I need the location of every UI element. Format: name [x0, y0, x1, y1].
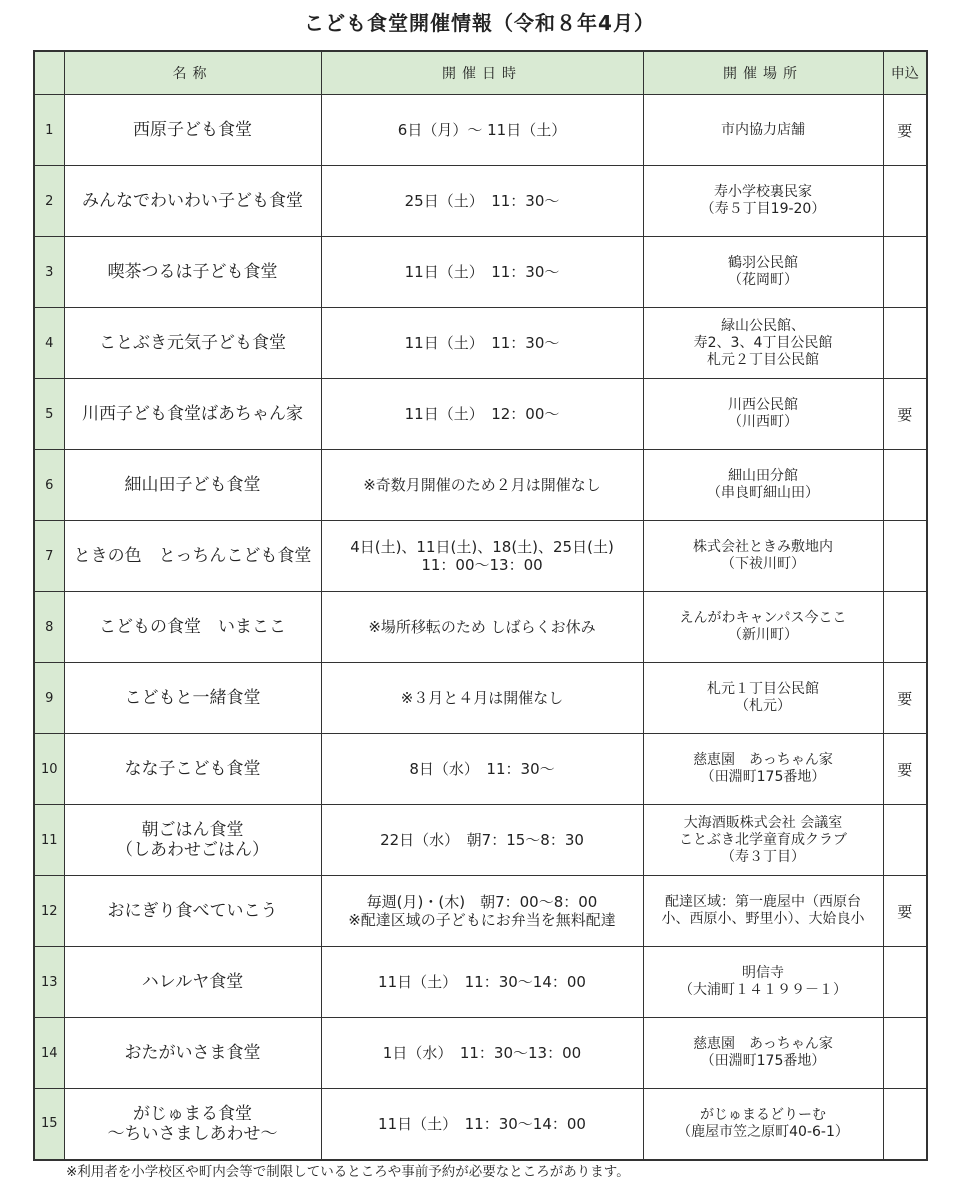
event-place-line: （田淵町175番地）: [700, 1053, 826, 1069]
cafeteria-name-line: ハレルヤ食堂: [141, 972, 244, 992]
event-datetime: [321, 521, 643, 592]
event-datetime: [321, 308, 643, 379]
application-required: [883, 947, 927, 1018]
event-place-line: （寿３丁目）: [721, 848, 805, 865]
event-place: [643, 521, 883, 592]
row-number: 9: [34, 663, 64, 734]
cafeteria-name-line: おにぎり食べていこう: [107, 901, 278, 921]
row-number: 5: [34, 379, 64, 450]
cafeteria-name-line: 細山田子ども食堂: [124, 475, 261, 495]
cafeteria-name: [64, 663, 321, 734]
cafeteria-name-line: ときの色 とっちんこども食堂: [73, 546, 312, 566]
event-place-line: 慈恵園 あっちゃん家: [693, 1036, 833, 1052]
header-number: [34, 51, 64, 95]
cafeteria-name-line: こどもと一緒食堂: [124, 688, 261, 708]
table-row: [34, 663, 927, 734]
event-datetime: [321, 1018, 643, 1089]
event-place: [643, 592, 883, 663]
cafeteria-name: [64, 734, 321, 805]
event-place-line: 細山田分館: [728, 468, 798, 484]
application-required: 要: [883, 663, 927, 734]
application-required: 要: [883, 379, 927, 450]
event-place-line: 川西公民館: [728, 397, 798, 413]
event-datetime: [321, 379, 643, 450]
schedule-table: [33, 50, 928, 1161]
application-required: [883, 166, 927, 237]
cafeteria-name: [64, 95, 321, 166]
application-required: [883, 450, 927, 521]
application-required: [883, 237, 927, 308]
cafeteria-name: [64, 308, 321, 379]
event-datetime-line: 25日（土） 11：30～: [404, 192, 560, 210]
application-required: 要: [883, 95, 927, 166]
event-place-line: 寿小学校裏民家: [714, 184, 812, 200]
cafeteria-name-line: おたがいさま食堂: [124, 1043, 261, 1063]
cafeteria-name-line: こどもの食堂 いまここ: [99, 617, 286, 637]
row-number: 1: [34, 95, 64, 166]
cafeteria-name-line: みんなでわいわい子ども食堂: [82, 191, 303, 211]
table-row: [34, 450, 927, 521]
table-row: [34, 876, 927, 947]
event-place-line: 緑山公民館、: [721, 317, 805, 334]
event-place-line: 配達区域：第一鹿屋中（西原台: [665, 894, 861, 910]
event-place: [643, 308, 883, 379]
event-place: [643, 1089, 883, 1160]
row-number: 8: [34, 592, 64, 663]
table-row: [34, 308, 927, 379]
event-place-line: 鶴羽公民館: [728, 255, 798, 271]
table-body: [34, 95, 927, 1160]
event-place-line: （田淵町175番地）: [700, 769, 826, 785]
table-row: [34, 805, 927, 876]
event-datetime-line: 11日（土） 11：30～: [404, 263, 560, 281]
event-place-line: ことぶき北学童育成クラブ: [679, 831, 847, 848]
cafeteria-name: [64, 592, 321, 663]
table-row: [34, 592, 927, 663]
event-place: [643, 947, 883, 1018]
table-row: [34, 947, 927, 1018]
cafeteria-name: [64, 1089, 321, 1160]
cafeteria-name-line: なな子こども食堂: [124, 759, 261, 779]
event-datetime-line: ※配達区域の子どもにお弁当を無料配達: [348, 911, 616, 929]
footnote: ※利用者を小学校区や町内会等で制限しているところや事前予約が必要なところがあります。: [66, 1164, 630, 1180]
application-required: [883, 521, 927, 592]
table-row: [34, 521, 927, 592]
cafeteria-name: [64, 521, 321, 592]
event-datetime: [321, 450, 643, 521]
event-place-line: （新川町）: [728, 627, 798, 643]
cafeteria-name: [64, 237, 321, 308]
event-place: [643, 663, 883, 734]
event-place-line: （川西町）: [728, 414, 798, 430]
event-place-line: （下祓川町）: [721, 556, 805, 572]
event-datetime-line: 8日（水） 11：30～: [409, 760, 555, 778]
event-place-line: 株式会社ときみ敷地内: [693, 539, 833, 555]
event-place-line: 小、西原小、野里小）、大姶良小: [661, 911, 865, 927]
event-place-line: 市内協力店舗: [721, 121, 805, 138]
event-datetime: [321, 1089, 643, 1160]
event-place-line: （鹿屋市笠之原町40-6-1）: [677, 1123, 849, 1140]
event-datetime: [321, 592, 643, 663]
cafeteria-name-line: ～ちいさましあわせ～: [107, 1123, 278, 1144]
cafeteria-name-line: 川西子ども食堂ばあちゃん家: [82, 404, 303, 424]
cafeteria-name: [64, 166, 321, 237]
row-number: 7: [34, 521, 64, 592]
row-number: 10: [34, 734, 64, 805]
event-place: [643, 876, 883, 947]
event-place-line: 寿2、3、4丁目公民館: [693, 334, 833, 351]
event-place: [643, 166, 883, 237]
event-datetime: [321, 876, 643, 947]
event-datetime-line: 11日（土） 11：30～14：00: [378, 973, 586, 991]
row-number: 3: [34, 237, 64, 308]
cafeteria-name: [64, 450, 321, 521]
event-datetime: [321, 237, 643, 308]
cafeteria-name: [64, 379, 321, 450]
event-place-line: 大海酒販株式会社 会議室: [683, 814, 843, 831]
page-title: こども食堂開催情報（令和８年4月）: [304, 11, 655, 35]
event-place: [643, 450, 883, 521]
header-name: 名称: [64, 51, 321, 95]
application-required: [883, 805, 927, 876]
event-datetime-line: 11日（土） 12：00～: [404, 405, 560, 423]
event-datetime-line: 11日（土） 11：30～14：00: [378, 1114, 586, 1133]
cafeteria-name: [64, 947, 321, 1018]
event-datetime: [321, 947, 643, 1018]
event-datetime-line: 4日(土)、11日(土)、18(土)、25日(土): [350, 538, 614, 556]
event-place-line: （花岡町）: [728, 272, 798, 288]
event-place-line: （札元）: [735, 698, 791, 714]
event-place-line: がじゅまるどりーむ: [700, 1106, 826, 1123]
row-number: 2: [34, 166, 64, 237]
event-place-line: 札元２丁目公民館: [707, 351, 819, 368]
cafeteria-name-line: 朝ごはん食堂: [141, 820, 244, 840]
event-datetime: [321, 166, 643, 237]
event-place-line: 札元１丁目公民館: [707, 681, 819, 697]
event-datetime-line: ※３月と４月は開催なし: [400, 689, 564, 707]
row-number: 6: [34, 450, 64, 521]
event-place-line: えんがわキャンパス今ここ: [679, 610, 847, 626]
application-required: [883, 592, 927, 663]
row-number: 13: [34, 947, 64, 1018]
header-place: 開催場所: [643, 51, 883, 95]
event-place-line: （大浦町１４１９９－１）: [679, 982, 847, 998]
event-place: [643, 734, 883, 805]
event-datetime: [321, 734, 643, 805]
table-row: [34, 1089, 927, 1160]
table-row: [34, 95, 927, 166]
header-apply: 申込: [883, 51, 927, 95]
application-required: [883, 1089, 927, 1160]
event-datetime-line: 1日（水） 11：30～13：00: [382, 1044, 582, 1062]
cafeteria-name-line: ことぶき元気子ども食堂: [99, 333, 286, 353]
event-place: [643, 237, 883, 308]
header-datetime: 開催日時: [321, 51, 643, 95]
event-datetime-line: 毎週(月)・(木) 朝7：00～8：00: [366, 893, 598, 911]
event-place-line: 慈恵園 あっちゃん家: [693, 752, 833, 768]
table-row: [34, 1018, 927, 1089]
table-row: [34, 379, 927, 450]
application-required: 要: [883, 734, 927, 805]
cafeteria-name-line: がじゅまる食堂: [133, 1103, 252, 1124]
application-required: [883, 308, 927, 379]
row-number: 14: [34, 1018, 64, 1089]
event-place: [643, 1018, 883, 1089]
cafeteria-name: [64, 805, 321, 876]
row-number: 11: [34, 805, 64, 876]
event-datetime-line: 22日（水） 朝7：15～8：30: [380, 831, 584, 849]
event-datetime-line: 6日（月）～ 11日（土）: [397, 121, 567, 139]
application-required: [883, 1018, 927, 1089]
event-place: [643, 379, 883, 450]
event-datetime: [321, 805, 643, 876]
event-datetime: [321, 95, 643, 166]
cafeteria-name: [64, 1018, 321, 1089]
event-place-line: 明信寺: [742, 965, 784, 981]
event-place: [643, 95, 883, 166]
cafeteria-name-line: 喫茶つるは子ども食堂: [107, 262, 278, 282]
application-required: 要: [883, 876, 927, 947]
cafeteria-name: [64, 876, 321, 947]
event-datetime-line: 11：00～13：00: [421, 556, 543, 574]
event-datetime-line: 11日（土） 11：30～: [404, 334, 560, 352]
table-header-row: [34, 51, 927, 95]
row-number: 12: [34, 876, 64, 947]
event-place: [643, 805, 883, 876]
cafeteria-name-line: 西原子ども食堂: [133, 120, 252, 140]
event-datetime-line: ※奇数月開催のため２月は開催なし: [363, 476, 601, 494]
event-datetime-line: ※場所移転のため しばらくお休み: [368, 618, 596, 636]
row-number: 15: [34, 1089, 64, 1160]
event-datetime: [321, 663, 643, 734]
table-row: [34, 166, 927, 237]
event-place-line: （串良町細山田）: [707, 485, 819, 501]
table-row: [34, 734, 927, 805]
table-row: [34, 237, 927, 308]
cafeteria-name-line: （しあわせごはん）: [116, 840, 269, 860]
event-place-line: （寿５丁目19-20）: [700, 201, 826, 217]
row-number: 4: [34, 308, 64, 379]
